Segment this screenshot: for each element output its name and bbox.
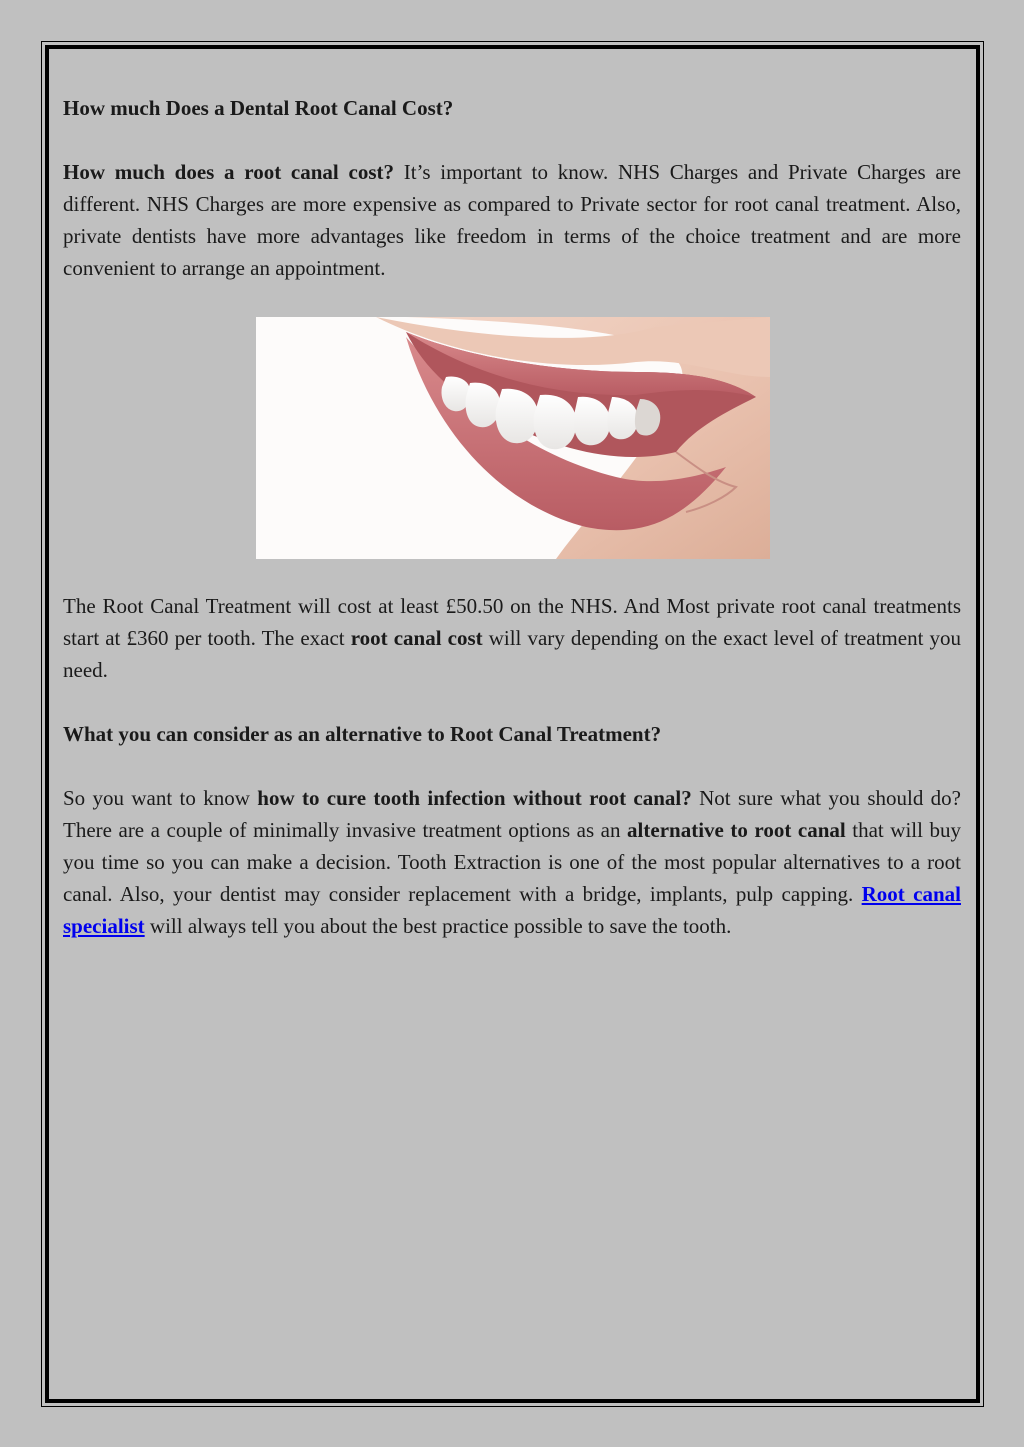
- intro-lead-question: How much does a root canal cost?: [63, 160, 394, 184]
- alternative-text-4: will always tell you about the best practice possible to save the tooth.: [144, 914, 732, 938]
- smile-photo: [256, 317, 770, 559]
- alternative-paragraph: [63, 782, 961, 942]
- cost-text-2: will vary depending on the exact level of treatment you need.: [63, 626, 961, 682]
- document-title: How much Does a Dental Root Canal Cost?: [63, 96, 454, 120]
- document-body: [63, 92, 961, 942]
- cost-text-1: The Root Canal Treatment will cost at least £50.50 on the NHS. And Most private root canal treatments start at £360 per tooth. The exact: [63, 594, 961, 650]
- intro-paragraph: [63, 156, 961, 284]
- cure-infection-bold: how to cure tooth infection without root canal?: [257, 786, 692, 810]
- alternative-text-1: So you want to know: [63, 786, 258, 810]
- root-canal-cost-bold: root canal cost: [350, 626, 483, 650]
- smile-illustration: [256, 317, 770, 559]
- root-canal-specialist-link[interactable]: Root canal specialist: [63, 882, 961, 938]
- alternative-to-root-canal-bold: alternative to root canal: [627, 818, 846, 842]
- alternative-text-2: Not sure what you should do? There are a couple of minimally invasive treatment options as an: [63, 786, 962, 842]
- alternative-heading: What you can consider as an alternative to Root Canal Treatment?: [63, 722, 662, 746]
- alternative-text-3: that will buy you time so you can make a decision. Tooth Extraction is one of the most popular alternatives to a root canal. Also, your dentist may consider replacement with a bridge, implants, pulp capping.: [63, 818, 961, 906]
- intro-text: It’s important to know. NHS Charges and Private Charges are different. NHS Charges are more expensive as compared to Private sector for root canal treatment. Also, private dentists have more advantages like freedom in terms of the choice treatment and are more convenient to arrange an appointment.: [63, 160, 961, 280]
- cost-paragraph: [63, 590, 961, 686]
